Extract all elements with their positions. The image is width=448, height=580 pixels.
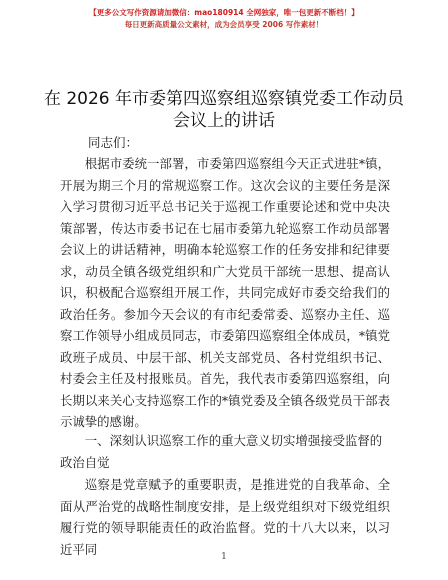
paragraph-intro: 根据市委统一部署，市委第四巡察组今天正式进驻*镇，开展为期三个月的常规巡察工作。这次会议的主要任务是深入学习贯彻习近平总书记关于巡视工作重要论述和党中央决策部署，传达市委书记在七届市委第九轮巡察工作动员部署会议上的讲话精神，明确本轮巡察工作的任务安排和纪律要求，动员全镇各级党组织和广大党员干部统一思想、提高认识，积极配合巡察组开展工作，共同完成好市委交给我们的政治任务。参加今天会议的有市纪委常委、巡察办主任、巡察工作领导小组成员同志，市委第四巡察组全体成员，*镇党政班子成员、中层干部、机关支部党员、各村党组织书记、村委会主任及村报账员。首先，我代表市委第四巡察组，向长期以来关心支持巡察工作的*镇党委及全镇各级党员干部表示诚挚的感谢。	[60, 156, 390, 429]
paragraph-section-1: 巡察是党章赋予的重要职责，是推进党的自我革命、全面从严治党的战略性制度安排，是上级党组织对下级党组织履行党的领导职能责任的政治监督。党的十八大以来，以习近平同	[60, 477, 390, 557]
page-number: 1	[221, 552, 227, 562]
promo-banner-line-1: 【更多公文写作资源请加微信：mao180914 全网独家，唯一包更新不断档！】	[89, 8, 359, 17]
promo-banner-line-2: 每日更新高质量公文素材，成为会员享受 2006 写作素材！	[124, 20, 324, 29]
document-title: 在 2026 年市委第四巡察组巡察镇党委工作动员会议上的讲话	[43, 89, 405, 131]
section-heading-1: 一、深刻认识巡察工作的重大意义切实增强接受监督的政治自觉	[60, 433, 383, 470]
salutation: 同志们：	[88, 135, 139, 150]
